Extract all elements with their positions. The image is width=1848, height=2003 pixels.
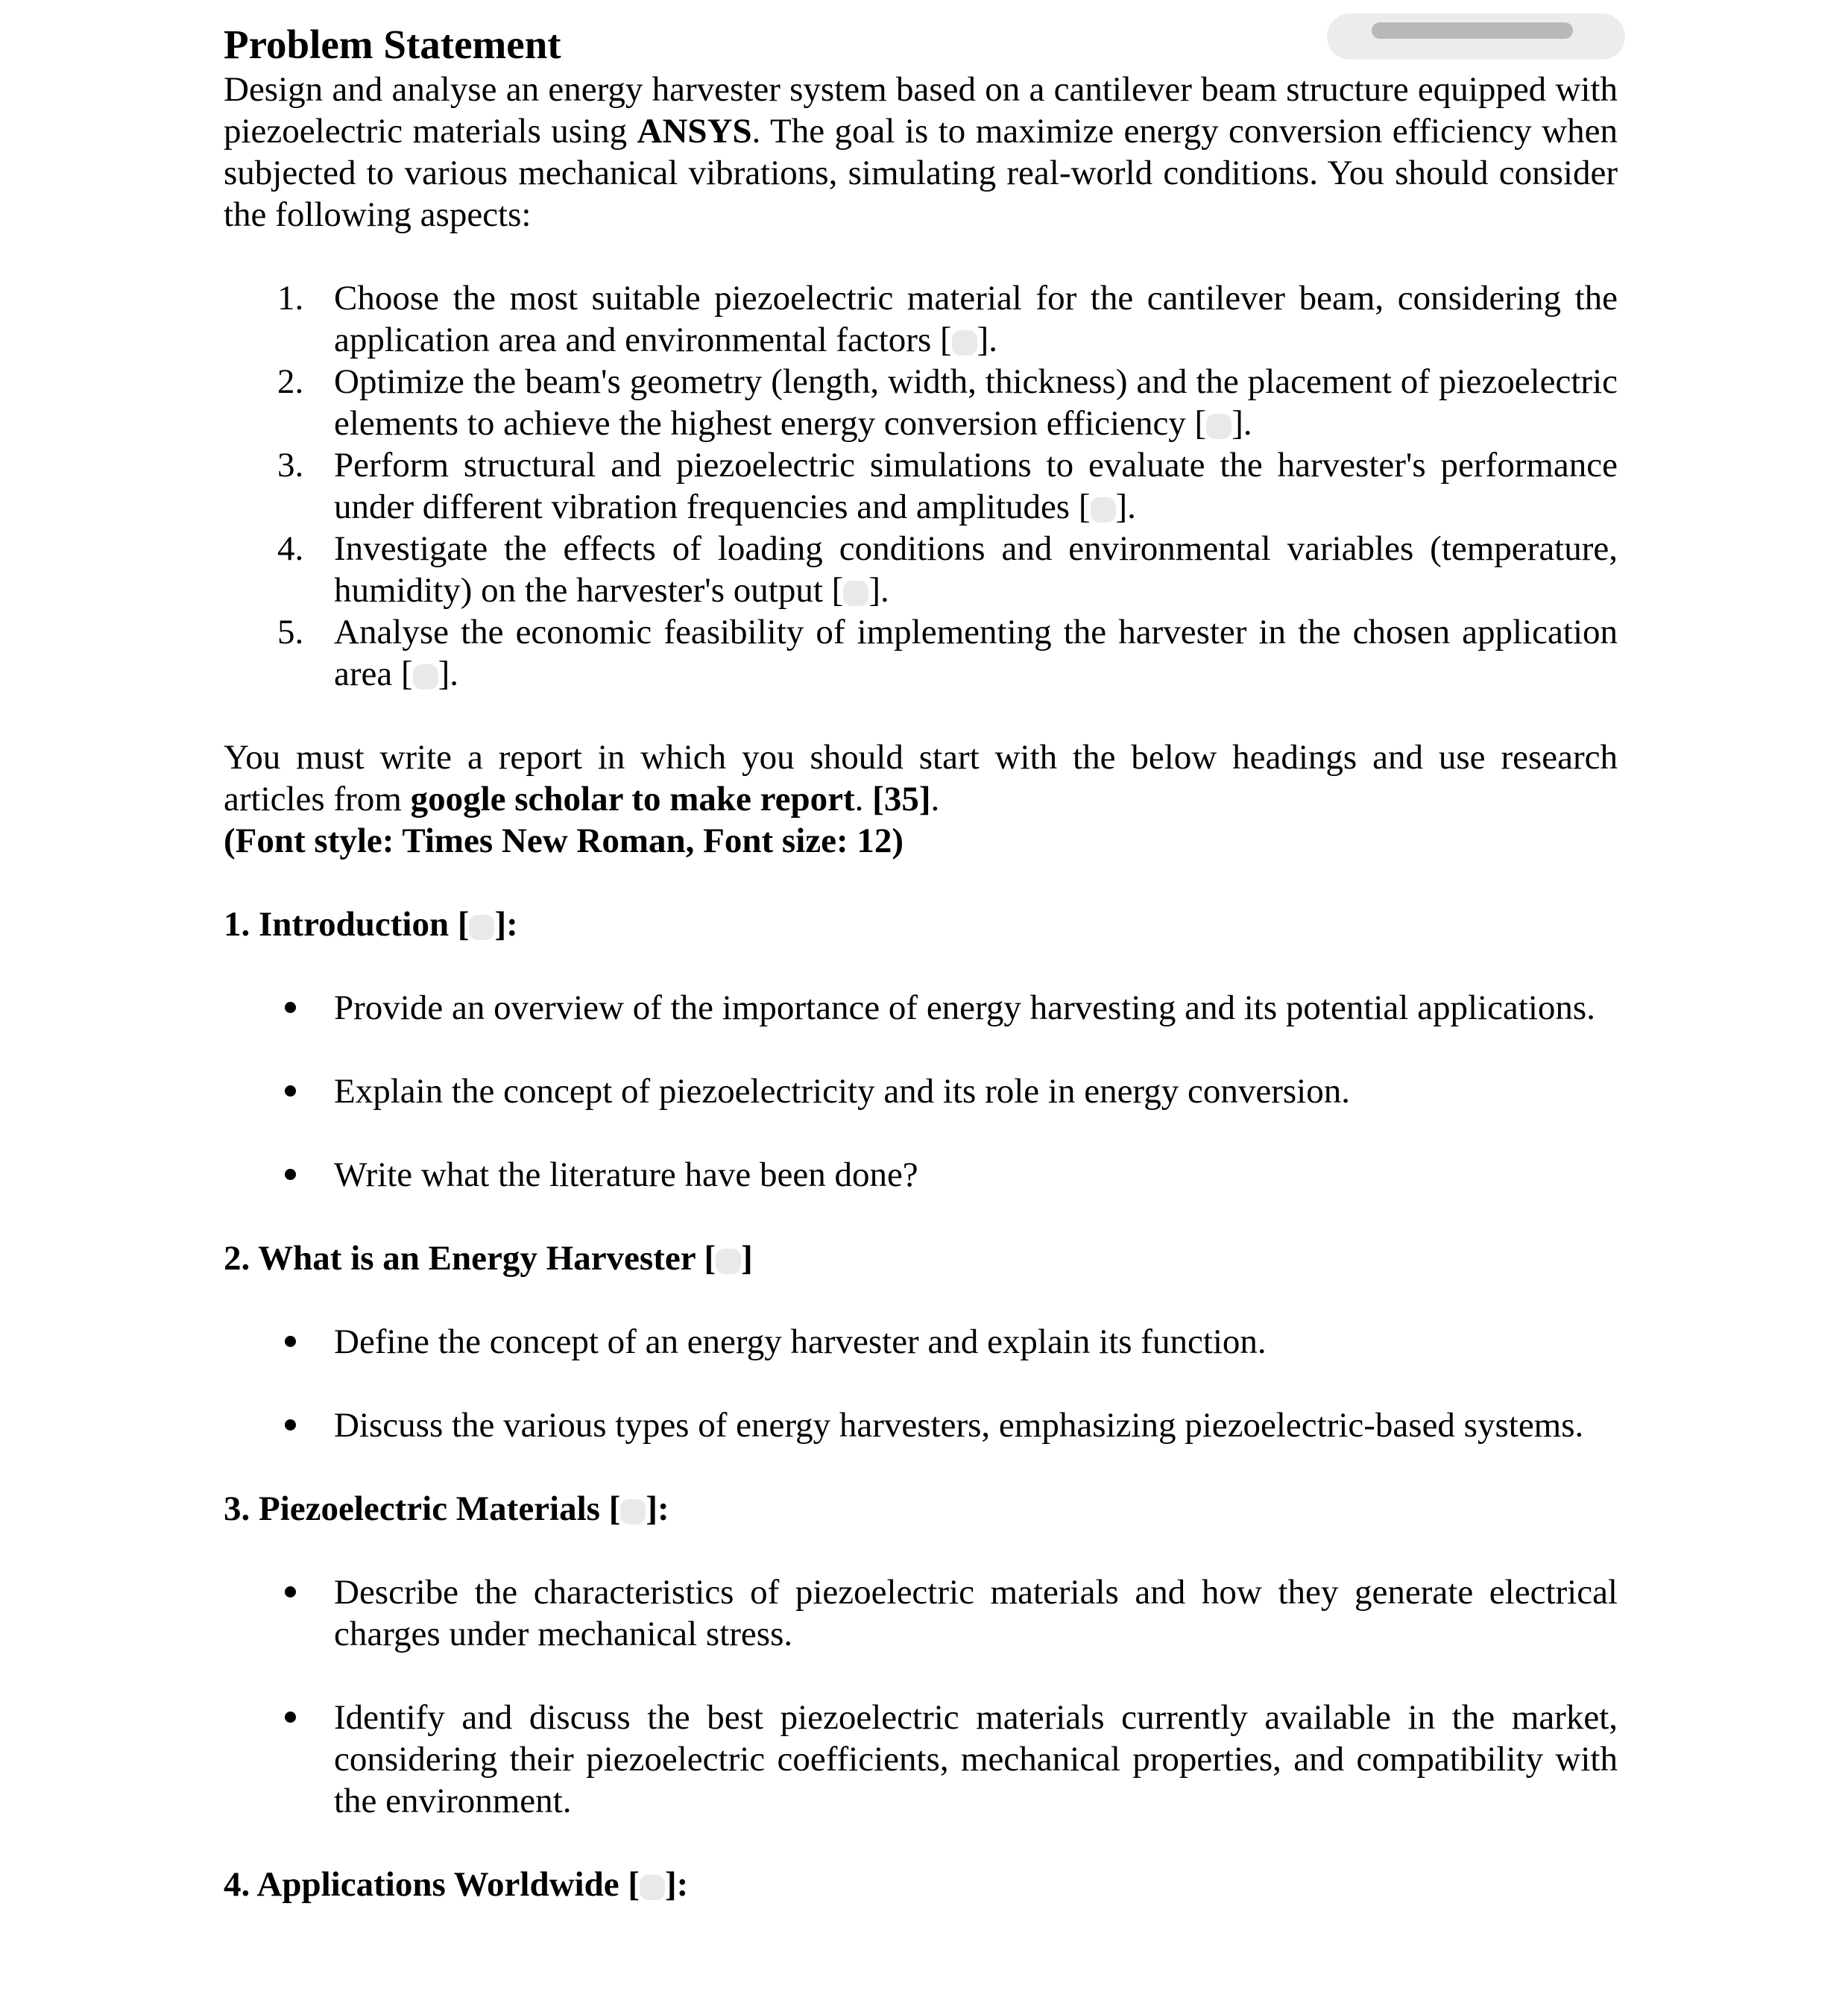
list-item: Describe the characteristics of piezoelectric materials and how they generate electrical charges under mechanical stress. — [224, 1571, 1618, 1655]
list-item: 5. Analyse the economic feasibility of implementing the harvester in the chosen application area [ ]. — [277, 613, 1618, 693]
ansys-bold: ANSYS — [637, 112, 752, 151]
bullet-icon — [285, 1002, 296, 1013]
font-style-note: (Font style: Times New Roman, Font size: 12) — [224, 821, 904, 860]
list-item: Provide an overview of the importance of energy harvesting and its potential applications. — [224, 987, 1618, 1029]
bullet-icon — [285, 1169, 296, 1180]
redacted-mark — [716, 1249, 741, 1274]
redacted-mark — [1206, 414, 1232, 439]
list-item: Discuss the various types of energy harvesters, emphasizing piezoelectric-based systems. — [224, 1404, 1618, 1446]
redacted-mark — [620, 1499, 646, 1524]
list-item: Identify and discuss the best piezoelectric materials currently available in the market, considering their piezoelectric coefficients, mechanical properties, and compatibility with the environment. — [224, 1697, 1618, 1822]
list-item: Define the concept of an energy harvester and explain its function. — [224, 1321, 1618, 1363]
document-page — [224, 0, 1618, 1905]
redacted-mark — [843, 581, 868, 606]
list-item: Write what the literature have been done? — [224, 1154, 1618, 1196]
section-heading-introduction: 1. Introduction [ ]: — [224, 905, 518, 944]
section-heading-piezoelectric-materials: 3. Piezoelectric Materials [ ]: — [224, 1489, 669, 1528]
energy-harvester-bullets — [224, 1321, 1618, 1446]
introduction-bullets — [224, 987, 1618, 1196]
aspects-list — [224, 277, 1618, 695]
intro-paragraph: Design and analyse an energy harvester system based on a cantilever beam structure equipped with piezoelectric materials using ANSYS. The goal is to maximize energy conversion efficiency when subjected to various mechanical vibrations, simulating real-world conditions. You should consider the following aspects: — [224, 70, 1618, 234]
list-item: 2. Optimize the beam's geometry (length, width, thickness) and the placement of piezoelectric elements to achieve the highest energy conversion efficiency [ ]. — [277, 362, 1618, 443]
bullet-icon — [285, 1712, 296, 1723]
list-item: 4. Investigate the effects of loading conditions and environmental variables (temperature, humidity) on the harvester's output [ ]. — [277, 529, 1618, 610]
redacted-mark — [469, 915, 494, 940]
section-heading-applications: 4. Applications Worldwide [ ]: — [224, 1865, 689, 1904]
page-title: Problem Statement — [224, 22, 561, 67]
list-item: Explain the concept of piezoelectricity and its role in energy conversion. — [224, 1070, 1618, 1112]
report-instructions: You must write a report in which you should start with the below headings and use research articles from google scholar to make report. [35]. (Font style: Times New Roman, Font size: 12) — [224, 738, 1618, 860]
section-heading-energy-harvester: 2. What is an Energy Harvester [ ] — [224, 1239, 753, 1278]
piezoelectric-materials-bullets — [224, 1571, 1618, 1822]
list-item: 3. Perform structural and piezoelectric simulations to evaluate the harvester's performance under different vibration frequencies and amplitudes [ ]. — [277, 446, 1618, 526]
bullet-icon — [285, 1586, 296, 1597]
bullet-icon — [285, 1085, 296, 1097]
bullet-icon — [285, 1419, 296, 1431]
bullet-icon — [285, 1336, 296, 1347]
redacted-mark — [640, 1875, 665, 1900]
redacted-mark — [1091, 497, 1116, 523]
list-item: 1. Choose the most suitable piezoelectric material for the cantilever beam, considering the application area and environmental factors [ ]. — [277, 279, 1618, 359]
redacted-mark — [413, 664, 438, 690]
redacted-mark — [952, 330, 977, 356]
